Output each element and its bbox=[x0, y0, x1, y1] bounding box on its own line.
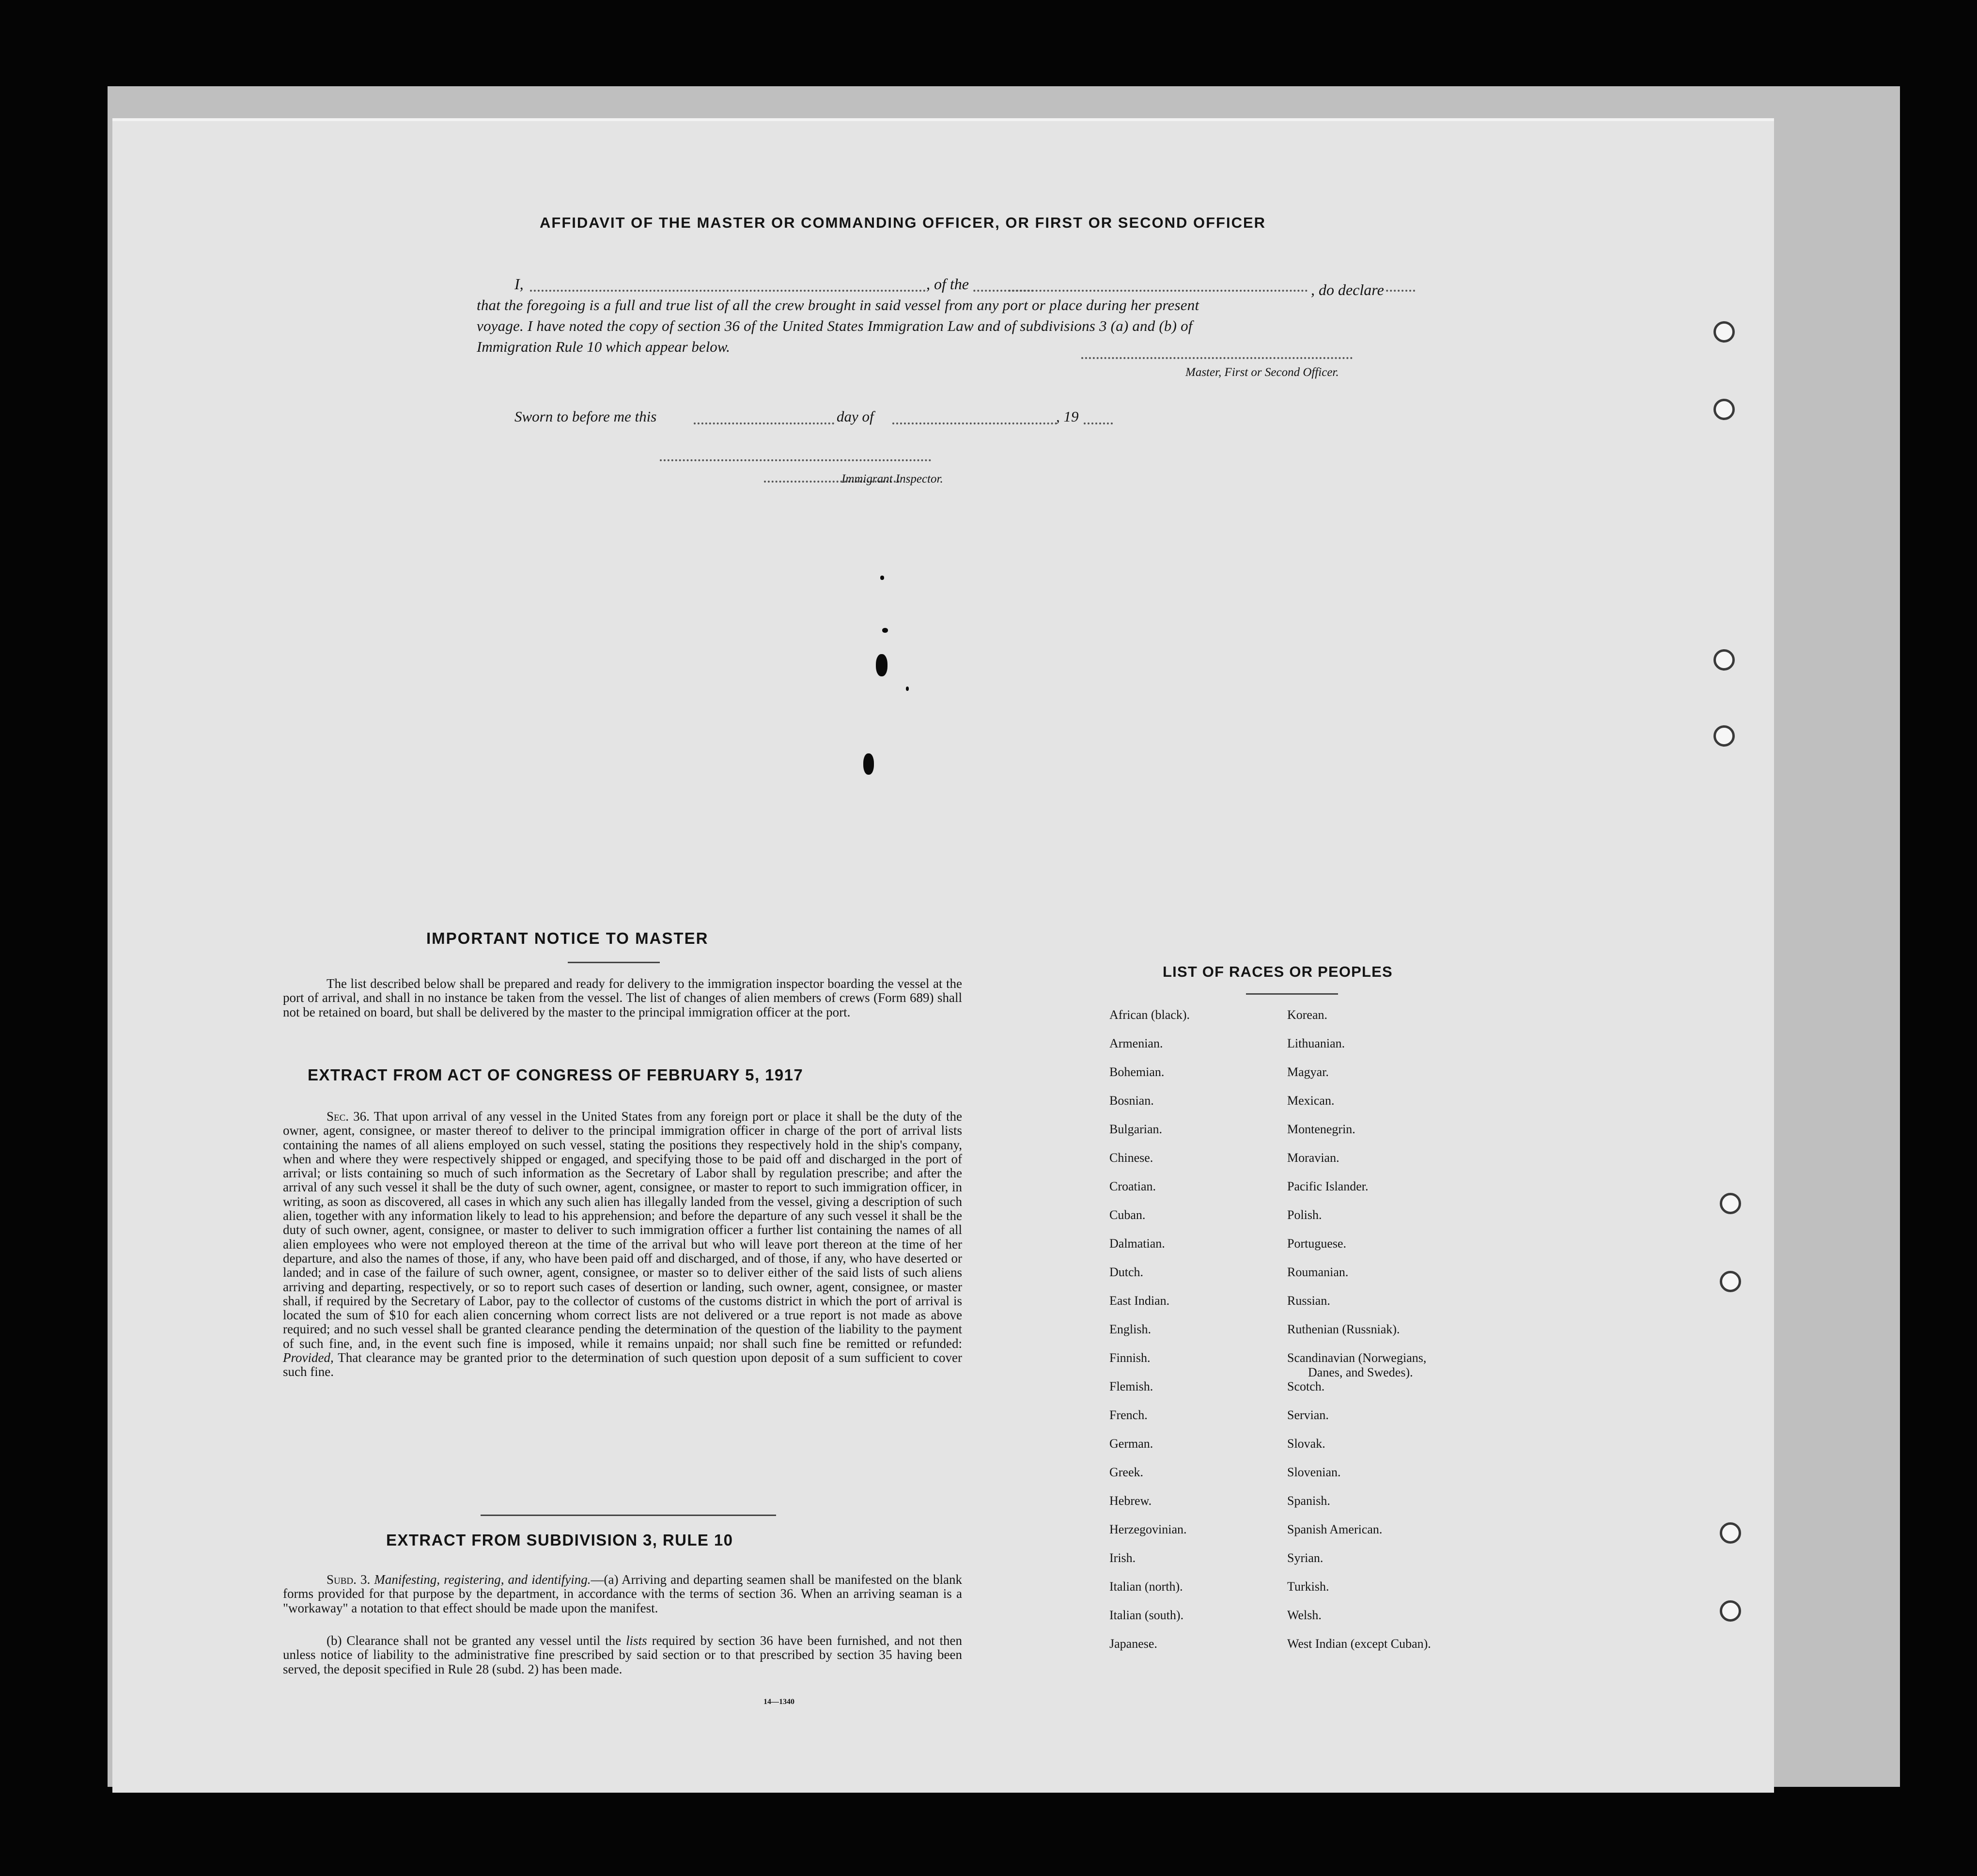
race-item: Croatian. bbox=[1109, 1179, 1156, 1193]
inspector-signature-blank[interactable] bbox=[660, 459, 931, 461]
race-item: Irish. bbox=[1109, 1551, 1136, 1565]
act-provided-label: Provided, bbox=[283, 1350, 334, 1365]
ink-speck bbox=[882, 628, 888, 633]
master-signature-caption: Master, First or Second Officer. bbox=[1185, 366, 1339, 379]
race-item: Portuguese. bbox=[1287, 1236, 1347, 1251]
act-extract-end-rule bbox=[481, 1515, 776, 1516]
race-item: Hebrew. bbox=[1109, 1494, 1152, 1508]
race-item: Flemish. bbox=[1109, 1379, 1153, 1393]
act-extract-title: EXTRACT FROM ACT OF CONGRESS OF FEBRUARY 5, 1917 bbox=[308, 1066, 804, 1084]
ink-speck bbox=[906, 687, 909, 691]
race-item: Pacific Islander. bbox=[1287, 1179, 1369, 1193]
rule-subd-heading: Manifesting, registering, and identifying. bbox=[374, 1572, 591, 1587]
master-signature-blank[interactable] bbox=[1081, 357, 1353, 359]
rule-para-b-start: (b) Clearance shall not be granted any vessel until the bbox=[327, 1633, 622, 1648]
rule-extract-para-a bbox=[283, 1573, 962, 1615]
ink-blot bbox=[863, 753, 874, 775]
race-item: Dutch. bbox=[1109, 1265, 1144, 1279]
race-item: Moravian. bbox=[1287, 1151, 1339, 1165]
notice-title: IMPORTANT NOTICE TO MASTER bbox=[426, 929, 709, 947]
race-item: Servian. bbox=[1287, 1408, 1329, 1422]
form-number: 14—1340 bbox=[763, 1698, 794, 1706]
race-item: West Indian (except Cuban). bbox=[1287, 1637, 1431, 1651]
race-item: Lithuanian. bbox=[1287, 1036, 1345, 1050]
race-item: Turkish. bbox=[1287, 1579, 1329, 1594]
rule-extract-title: EXTRACT FROM SUBDIVISION 3, RULE 10 bbox=[386, 1531, 733, 1549]
race-item: Magyar. bbox=[1287, 1065, 1329, 1079]
binder-hole bbox=[1720, 1193, 1741, 1214]
race-item: Russian. bbox=[1287, 1294, 1330, 1308]
act-extract-body bbox=[283, 1110, 962, 1379]
races-title: LIST OF RACES OR PEOPLES bbox=[1163, 963, 1393, 980]
race-item: Welsh. bbox=[1287, 1608, 1322, 1622]
ink-blot bbox=[876, 654, 887, 676]
race-item: Scotch. bbox=[1287, 1379, 1325, 1393]
sworn-day-blank[interactable] bbox=[694, 422, 834, 424]
race-item: Polish. bbox=[1287, 1208, 1322, 1222]
race-item: Bulgarian. bbox=[1109, 1122, 1163, 1136]
act-section-label: Sec. 36. bbox=[327, 1109, 370, 1124]
race-item: Slovenian. bbox=[1287, 1465, 1341, 1479]
race-item: African (black). bbox=[1109, 1008, 1190, 1022]
race-item: Mexican. bbox=[1287, 1094, 1335, 1108]
race-item: Cuban. bbox=[1109, 1208, 1146, 1222]
affidavit-line-3: voyage. I have noted the copy of section 36 of the United States Immigration Law and of subdivisions 3 (a) and (b) of bbox=[477, 317, 1193, 334]
race-item: English. bbox=[1109, 1322, 1151, 1336]
affidavit-line-2: that the foregoing is a full and true list of all the crew brought in said vessel from any port or place during her present bbox=[477, 297, 1199, 313]
race-item: Syrian. bbox=[1287, 1551, 1323, 1565]
binder-hole bbox=[1720, 1522, 1741, 1544]
affidavit-do-declare: , do declare bbox=[1309, 281, 1384, 299]
sworn-day-of: day of bbox=[837, 408, 874, 425]
race-item: Bosnian. bbox=[1109, 1094, 1154, 1108]
rule-subd-label: Subd. 3. bbox=[327, 1572, 371, 1587]
sworn-label: Sworn to before me this bbox=[514, 408, 657, 425]
binder-hole bbox=[1713, 649, 1735, 671]
race-item: Bohemian. bbox=[1109, 1065, 1165, 1079]
race-item: Armenian. bbox=[1109, 1036, 1163, 1050]
race-item: Korean. bbox=[1287, 1008, 1328, 1022]
sworn-year-prefix: , 19 bbox=[1056, 408, 1079, 425]
rule-para-b-end: required by section 36 have been furnished, and not then unless notice of liability to the administrative fine prescribed by said section or to that prescribed by section 35 having been served, the deposit specified in Rule 28 (subd. 2) has been made. bbox=[283, 1633, 963, 1676]
race-item: Finnish. bbox=[1109, 1351, 1151, 1365]
binder-hole bbox=[1720, 1600, 1741, 1622]
race-item: Greek. bbox=[1109, 1465, 1144, 1479]
race-item: Spanish American. bbox=[1287, 1522, 1383, 1536]
race-item: East Indian. bbox=[1109, 1294, 1170, 1308]
race-item: Spanish. bbox=[1287, 1494, 1330, 1508]
race-item: Ruthenian (Russniak). bbox=[1287, 1322, 1400, 1336]
sworn-year-blank[interactable] bbox=[1084, 422, 1113, 424]
race-item-continuation: Danes, and Swedes). bbox=[1308, 1365, 1413, 1379]
race-item: Chinese. bbox=[1109, 1151, 1153, 1165]
race-item: Slovak. bbox=[1287, 1437, 1325, 1451]
binder-hole bbox=[1713, 321, 1735, 343]
race-item: Scandinavian (Norwegians, bbox=[1287, 1351, 1427, 1365]
race-item: French. bbox=[1109, 1408, 1148, 1422]
notice-title-rule bbox=[568, 962, 660, 963]
rule-para-a-text: —(a) Arriving and departing seamen shall be manifested on the blank forms provided for that purpose by the department, in accordance with the terms of section 36. When an arriving seaman is a "workaway" a notation to that effect should be made upon the manifest. bbox=[283, 1572, 962, 1615]
race-item: Roumanian. bbox=[1287, 1265, 1349, 1279]
race-item: Montenegrin. bbox=[1287, 1122, 1355, 1136]
ink-speck bbox=[880, 576, 884, 580]
affidavit-title: AFFIDAVIT OF THE MASTER OR COMMANDING OFFICER, OR FIRST OR SECOND OFFICER bbox=[540, 214, 1266, 231]
affidavit-of-the: , of the bbox=[926, 275, 972, 293]
rule-para-b-lists: lists bbox=[626, 1633, 647, 1648]
binder-hole bbox=[1713, 399, 1735, 420]
race-item: Italian (south). bbox=[1109, 1608, 1184, 1622]
affidavit-i-label: I, bbox=[514, 275, 524, 293]
form-sheet bbox=[112, 121, 1774, 1793]
race-item: German. bbox=[1109, 1437, 1153, 1451]
race-item: Dalmatian. bbox=[1109, 1236, 1165, 1251]
binder-hole bbox=[1720, 1271, 1741, 1292]
race-item: Italian (north). bbox=[1109, 1579, 1183, 1594]
rule-extract-para-b bbox=[283, 1634, 962, 1676]
inspector-caption: Immigrant Inspector. bbox=[841, 472, 943, 485]
races-title-rule bbox=[1246, 993, 1338, 995]
binder-hole bbox=[1713, 725, 1735, 747]
race-item: Japanese. bbox=[1109, 1637, 1157, 1651]
act-section-text: That upon arrival of any vessel in the United States from any foreign port or place it shall be the duty of the owner, agent, consignee, or master thereof to deliver to the principal immigration officer in charge of the port of arrival lists containing the names of all aliens employed on such vessel, stating the positions they respectively hold in the ship's company, when and where they were respectively shipped or engaged, and specifying those to be paid off and discharged in the port of arrival; or lists containing so much of such information as the Secretary of Labor shall by regulation prescribe; and after the arrival of any such vessel it shall be the duty of such owner, agent, consignee, or master to report to such immigration officer, in writing, as soon as discovered, all cases in which any such alien has illegally landed from the vessel, giving a description of such alien, together with any information likely to lead to his apprehension; and before the departure of any such vessel it shall be the duty of such owner, agent, consignee, or master to deliver to such immigration officer a further list containing the names of all alien employees who were not employed thereon at the time of the arrival but who will leave port thereon at the time of her departure, and also the names of those, if any, who have been paid off and discharged, and of those, if any, who have deserted or landed; and in case of the failure of such owner, agent, consignee, or master so to deliver either of the said lists of such aliens arriving and departing, respectively, or so to report such cases of desertion or landing, such owner, agent, consignee, or master shall, if required by the Secretary of Labor, pay to the collector of customs of the customs district in which the port of arrival is located the sum of $10 for each alien concerning whom correct lists are not delivered or a true report is not made as above required; and no such vessel shall be granted clearance pending the determination of the question of the liability to the payment of such fine, and, in the event such fine is imposed, while it remains unpaid; nor shall such fine be remitted or refunded: bbox=[283, 1109, 962, 1351]
race-item: Herzegovinian. bbox=[1109, 1522, 1187, 1536]
affidavit-line-4: Immigration Rule 10 which appear below. bbox=[477, 338, 730, 355]
sworn-month-blank[interactable] bbox=[892, 422, 1057, 424]
act-section-text-end: That clearance may be granted prior to the determination of such question upon deposit of a sum sufficient to cover such fine. bbox=[283, 1350, 962, 1379]
notice-body: The list described below shall be prepared and ready for delivery to the immigration inspector boarding the vessel at the port of arrival, and shall in no instance be taken from the vessel. The list of changes of alien members of crews (Form 689) shall not be retained on board, but shall be delivered by the master to the principal immigration officer at the port. bbox=[283, 976, 962, 1019]
